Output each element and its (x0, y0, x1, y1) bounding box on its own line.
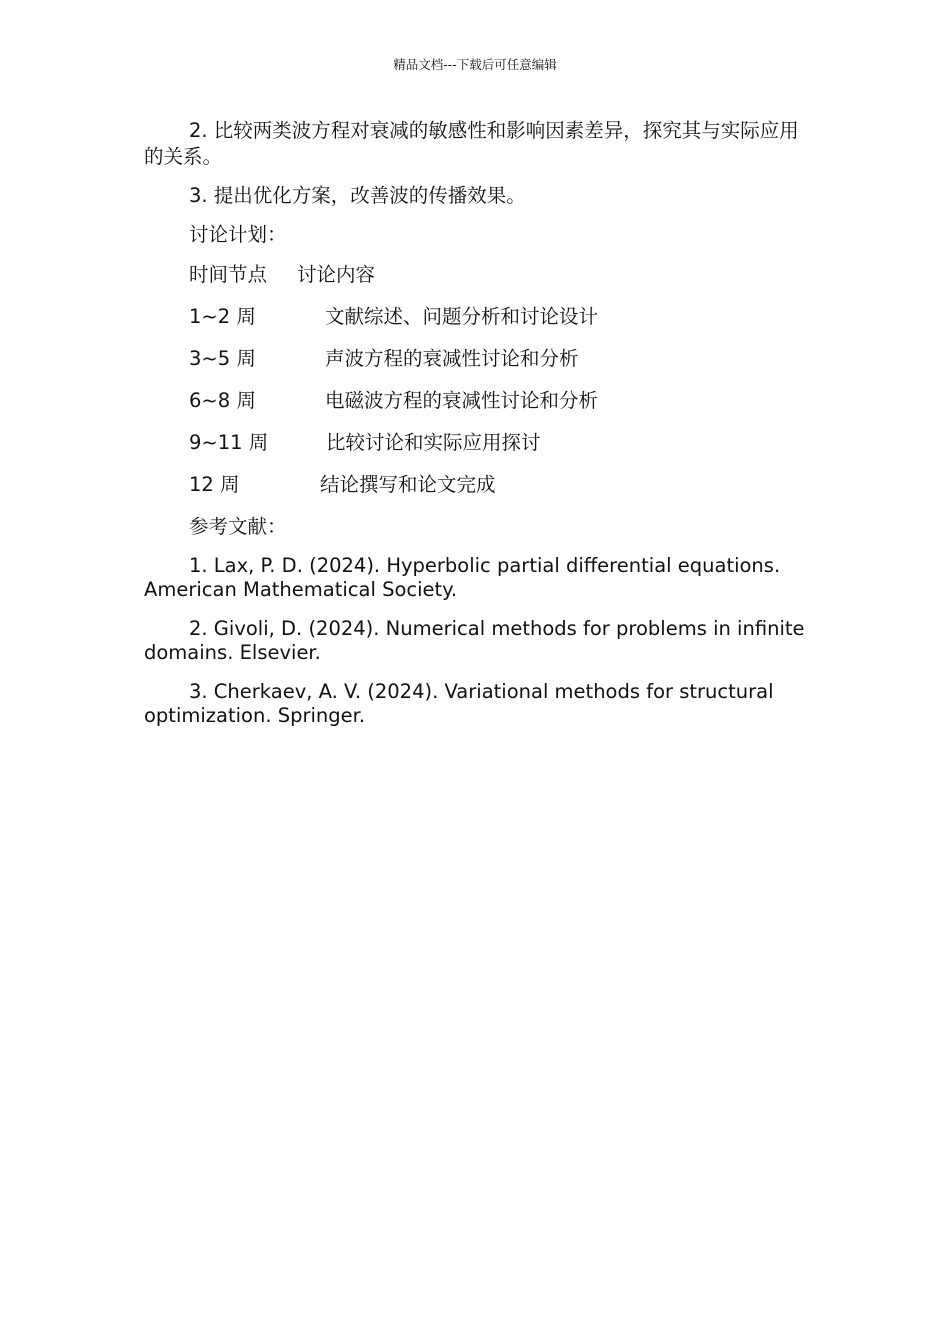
reference-item-1: 1. Lax, P. D. (2024). Hyperbolic partial differential equations. American Mathematical Society. (144, 554, 781, 601)
reference-item-3: 3. Cherkaev, A. V. (2024). Variational methods for structural optimization. Springer. (144, 680, 774, 727)
schedule-row (189, 388, 808, 414)
schedule-row-content: 电磁波方程的衰减性讨论和分析 (325, 389, 599, 412)
paragraph-item-2: 2. 比较两类波方程对衰减的敏感性和影响因素差异，探究其与实际应用的关系。 (144, 119, 799, 168)
schedule-header-content: 讨论内容 (297, 263, 376, 286)
schedule-row-time: 3~5 周 (189, 347, 256, 370)
schedule-row-time: 9~11 周 (189, 431, 269, 454)
schedule-row (189, 430, 808, 456)
references-label: 参考文献： (189, 515, 287, 538)
schedule-label: 讨论计划： (189, 223, 287, 246)
page-header: 精品文档---下载后可任意编辑 (393, 57, 557, 72)
reference-item-2: 2. Givoli, D. (2024). Numerical methods for problems in infinite domains. Elsevier. (144, 617, 805, 664)
schedule-row-time: 12 周 (189, 473, 240, 496)
schedule-row-time: 6~8 周 (189, 389, 256, 412)
schedule-row (189, 346, 808, 372)
schedule-row (189, 304, 808, 330)
schedule-header-time: 时间节点 (189, 263, 268, 286)
schedule-row-content: 声波方程的衰减性讨论和分析 (325, 347, 579, 370)
schedule-row-time: 1~2 周 (189, 305, 256, 328)
document-body (144, 118, 808, 743)
schedule-header-row (189, 262, 808, 288)
schedule-row (189, 472, 808, 498)
schedule-row-content: 比较讨论和实际应用探讨 (326, 431, 541, 454)
paragraph-item-3: 3. 提出优化方案，改善波的传播效果。 (189, 184, 526, 207)
schedule-row-content: 文献综述、问题分析和讨论设计 (325, 305, 599, 328)
schedule-row-content: 结论撰写和论文完成 (320, 473, 496, 496)
